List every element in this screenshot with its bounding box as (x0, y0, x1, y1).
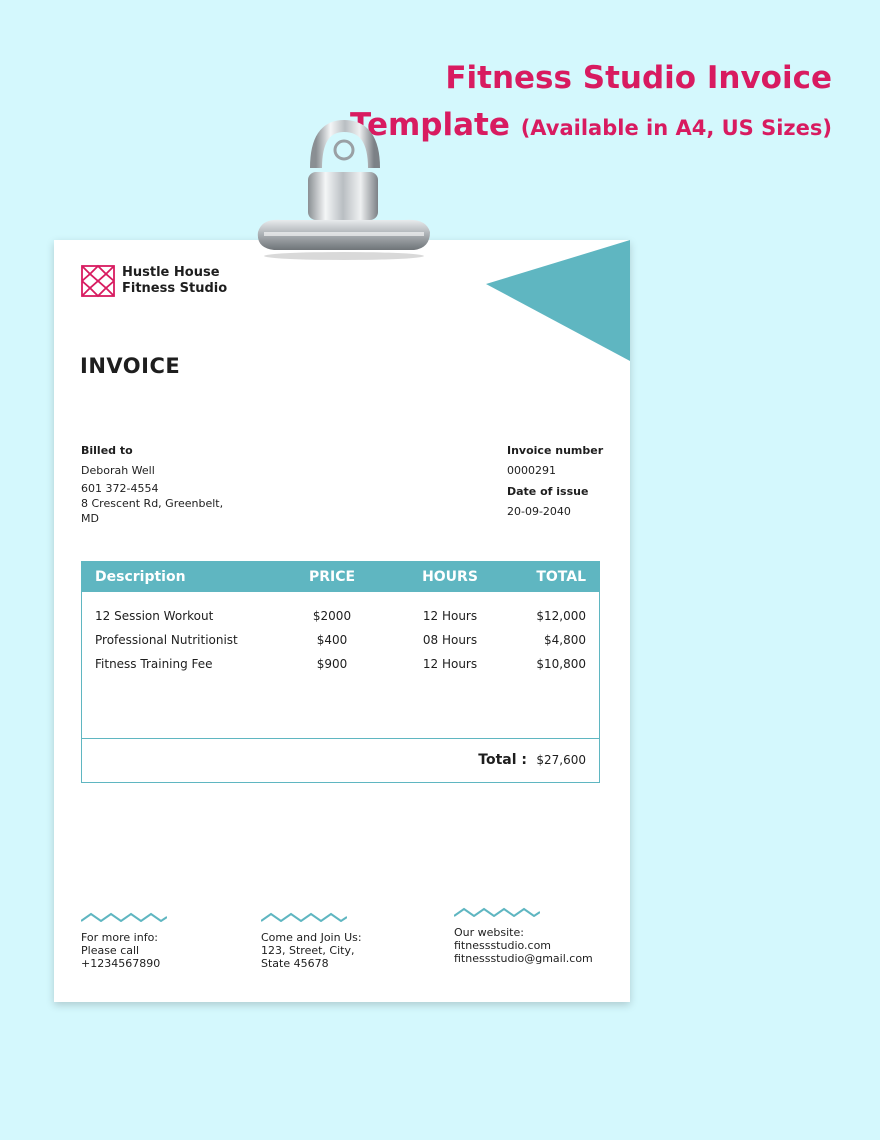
billed-to-block (81, 443, 281, 526)
zigzag-divider-icon (454, 907, 540, 917)
footer-info-line1: For more info: (81, 931, 159, 944)
row-description: 12 Session Workout (95, 609, 214, 623)
billed-to-address-line2: MD (81, 512, 99, 525)
row-price: $400 (316, 633, 348, 647)
promo-template-word: Template (349, 107, 510, 143)
corner-triangle-decoration (486, 240, 630, 361)
footer-address (261, 912, 362, 970)
header-total: TOTAL (536, 569, 586, 585)
header-hours: HOURS (422, 569, 478, 585)
row-description: Professional Nutritionist (95, 633, 238, 647)
table-row (82, 609, 599, 629)
document-title: INVOICE (80, 354, 181, 378)
table-total-bar (82, 739, 599, 782)
geometric-diamond-icon (81, 264, 115, 298)
table-row (82, 657, 599, 677)
billed-to-name: Deborah Well (81, 464, 155, 477)
row-hours: 12 Hours (422, 609, 478, 623)
row-description: Fitness Training Fee (95, 657, 213, 671)
invoice-date-label: Date of issue (507, 485, 589, 498)
invoice-number-label: Invoice number (507, 444, 604, 457)
brand-name-line1: Hustle House (122, 265, 220, 280)
table-row (82, 633, 599, 653)
table-header (82, 562, 599, 592)
footer-info-line3: +1234567890 (81, 957, 161, 970)
footer-address-line3: State 45678 (261, 957, 329, 970)
binder-clip-icon (254, 120, 432, 260)
footer-contact-info (81, 912, 167, 970)
promo-sizes: (Available in A4, US Sizes) (520, 116, 832, 140)
footer-website-line3: fitnessstudio@gmail.com (454, 952, 593, 965)
invoice-meta-block (507, 443, 617, 525)
total-label: Total : (478, 752, 527, 768)
row-total: $10,800 (536, 657, 586, 671)
brand-name (122, 265, 227, 297)
row-hours: 12 Hours (422, 657, 478, 671)
row-price: $2000 (312, 609, 352, 623)
footer-info-line2: Please call (81, 944, 140, 957)
billed-to-phone: 601 372-4554 (81, 482, 159, 495)
zigzag-divider-icon (81, 912, 167, 922)
footer-website (454, 907, 593, 965)
billed-to-address-line1: 8 Crescent Rd, Greenbelt, (81, 497, 224, 510)
zigzag-divider-icon (261, 912, 347, 922)
header-price: PRICE (308, 569, 356, 585)
footer-website-line1: Our website: (454, 926, 524, 939)
invoice-table (81, 561, 600, 783)
total-value: $27,600 (536, 753, 586, 767)
row-total: $12,000 (536, 609, 586, 623)
row-hours: 08 Hours (422, 633, 478, 647)
brand-name-line2: Fitness Studio (122, 281, 228, 296)
invoice-date: 20-09-2040 (507, 505, 571, 518)
footer-website-line2: fitnessstudio.com (454, 939, 552, 952)
table-body (82, 592, 599, 739)
row-total: $4,800 (544, 633, 586, 647)
invoice-number: 0000291 (507, 464, 556, 477)
brand (81, 264, 227, 298)
promo-title-line1: Fitness Studio Invoice (445, 60, 832, 96)
row-price: $900 (316, 657, 348, 671)
invoice-paper (54, 240, 630, 1002)
footer-address-line1: Come and Join Us: (261, 931, 362, 944)
footer-address-line2: 123, Street, City, (261, 944, 355, 957)
billed-to-label: Billed to (81, 444, 133, 457)
header-description: Description (95, 569, 186, 585)
